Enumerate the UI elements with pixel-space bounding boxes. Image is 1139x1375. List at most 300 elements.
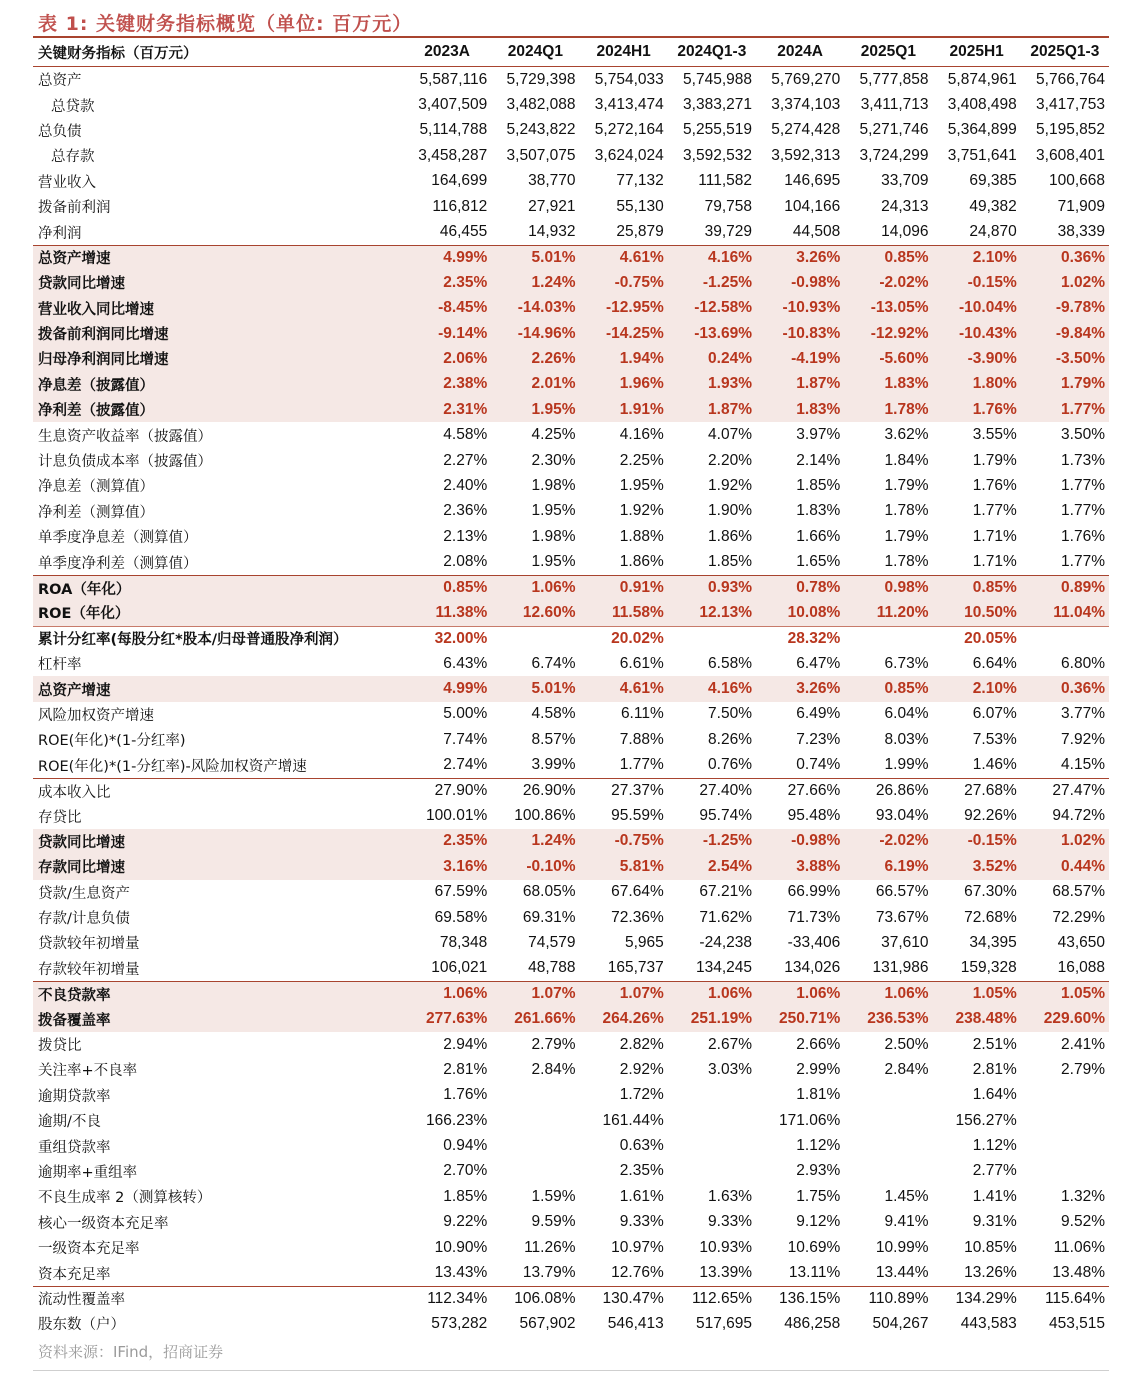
table-cell: 3,482,088	[506, 96, 576, 114]
table-row	[33, 1083, 1109, 1108]
table-cell: 2.40%	[443, 476, 488, 494]
table-cell: 1.93%	[708, 375, 752, 393]
table-cell: 1.85%	[443, 1187, 488, 1205]
table-cell: 546,413	[607, 1314, 664, 1332]
table-cell: 1.77%	[972, 502, 1017, 520]
row-label: 逾期贷款率	[38, 1088, 111, 1105]
table-row	[33, 118, 1109, 143]
table-cell: 4.16%	[708, 680, 752, 698]
table-cell: 3,592,313	[771, 146, 841, 164]
table-cell: 1.90%	[708, 502, 752, 520]
table-cell: 26.86%	[875, 782, 929, 800]
table-cell: 3,413,474	[594, 96, 664, 114]
table-cell: 5,729,398	[506, 70, 576, 88]
table-cell: 2.84%	[884, 1060, 929, 1078]
table-cell: -10.93%	[782, 299, 841, 317]
table-cell: 3,592,532	[683, 146, 752, 164]
table-cell: 13.44%	[875, 1264, 929, 1282]
table-cell: 1.71%	[972, 527, 1017, 545]
table-cell: 1.46%	[972, 756, 1017, 774]
table-cell: 92.26%	[964, 807, 1017, 825]
table-cell: 3,608,401	[1036, 146, 1105, 164]
row-label: 存款较年初增量	[38, 961, 140, 978]
table-cell: 0.85%	[443, 579, 488, 596]
table-cell: 48,788	[528, 959, 576, 977]
table-cell: 1.78%	[884, 502, 929, 520]
table-cell: 100.86%	[514, 807, 576, 825]
table-cell: 11.20%	[876, 603, 929, 621]
table-cell: 67.21%	[699, 883, 752, 901]
row-label: 不良贷款率	[38, 987, 111, 1004]
table-cell: 26.90%	[522, 782, 576, 800]
table-cell: 5.81%	[619, 857, 664, 875]
table-cell: 10.97%	[611, 1238, 664, 1256]
table-cell: 1.96%	[619, 375, 664, 393]
table-cell: 1.95%	[531, 400, 576, 418]
row-label: 总负债	[38, 123, 82, 140]
table-cell: 1.45%	[884, 1187, 929, 1205]
row-label: 逾期/不良	[38, 1114, 101, 1131]
table-cell: 1.95%	[619, 476, 664, 494]
table-cell: 67.30%	[964, 883, 1017, 901]
table-cell: 3.97%	[796, 426, 841, 444]
row-label: ROA（年化）	[38, 581, 131, 598]
table-cell: 4.58%	[443, 426, 488, 444]
table-body	[33, 67, 1109, 1337]
table-cell: 0.76%	[708, 756, 752, 774]
table-cell: -4.19%	[791, 349, 841, 367]
table-cell: 0.36%	[1061, 248, 1105, 266]
table-cell: 3.77%	[1061, 705, 1105, 723]
table-cell: 6.19%	[884, 857, 929, 875]
column-header: 2024Q1-3	[677, 43, 747, 60]
table-cell: 7.92%	[1061, 730, 1105, 748]
row-label: 归母净利润同比增速	[38, 352, 169, 369]
table-row	[33, 194, 1109, 219]
table-cell: 1.98%	[531, 527, 576, 545]
table-cell: 2.38%	[443, 375, 488, 393]
table-cell: 106.08%	[514, 1289, 576, 1307]
table-cell: 27.47%	[1052, 782, 1105, 800]
table-row	[33, 1057, 1109, 1082]
table-cell: 71.62%	[699, 908, 752, 926]
row-label: 成本收入比	[38, 784, 111, 801]
table-cell: 110.89%	[868, 1289, 929, 1307]
table-cell: 5,587,116	[419, 70, 488, 88]
table-cell: 5,745,988	[683, 70, 752, 88]
row-label: 总资产增速	[38, 682, 111, 699]
row-label: 营业收入	[38, 174, 96, 191]
table-cell: 1.61%	[619, 1187, 664, 1205]
row-label: 重组贷款率	[38, 1139, 111, 1156]
table-cell: 2.35%	[443, 832, 488, 850]
table-cell: 106,021	[431, 959, 488, 977]
table-row	[33, 1260, 1109, 1285]
table-cell: 0.36%	[1061, 680, 1105, 698]
table-cell: 0.74%	[796, 756, 841, 774]
table-cell: 2.41%	[1061, 1035, 1105, 1053]
table-cell: 16,088	[1057, 959, 1105, 977]
table-cell: 2.67%	[708, 1035, 752, 1053]
table-row	[33, 981, 1109, 1006]
table-cell: 44,508	[792, 223, 841, 241]
table-cell: 2.81%	[972, 1060, 1017, 1078]
table-cell: 39,729	[704, 223, 752, 241]
table-cell: 2.35%	[619, 1162, 664, 1180]
table-cell: 2.77%	[972, 1162, 1017, 1180]
table-cell: 4.16%	[619, 426, 664, 444]
table-cell: 77,132	[616, 172, 664, 190]
row-label: 净息差（测算值）	[38, 479, 154, 496]
row-label: 拨备前利润	[38, 200, 111, 217]
table-cell: 1.06%	[708, 985, 752, 1003]
table-cell: 6.73%	[884, 654, 929, 672]
table-cell: 5.00%	[443, 705, 488, 723]
table-row	[33, 854, 1109, 879]
table-cell: 6.64%	[972, 654, 1017, 672]
table-cell: 94.72%	[1052, 807, 1105, 825]
table-cell: 1.65%	[796, 553, 841, 571]
table-cell: 5,271,746	[859, 121, 929, 139]
table-cell: 1.24%	[531, 273, 576, 291]
row-label: 贷款同比增速	[38, 276, 125, 293]
table-cell: -12.95%	[606, 299, 664, 317]
table-cell: 6.11%	[620, 705, 664, 723]
table-cell: 6.47%	[796, 654, 841, 672]
table-cell: 68.05%	[522, 883, 576, 901]
table-cell: 4.58%	[531, 705, 576, 723]
table-cell: 2.13%	[443, 527, 488, 545]
row-label: 股东数（户）	[38, 1317, 125, 1334]
table-cell: 1.02%	[1061, 273, 1105, 291]
table-cell: 1.79%	[884, 527, 929, 545]
table-row	[33, 575, 1109, 600]
table-header-row	[33, 38, 1109, 67]
table-cell: -1.25%	[702, 832, 752, 850]
table-cell: 6.43%	[443, 654, 488, 672]
table-cell: 0.63%	[619, 1137, 664, 1155]
table-cell: 24,870	[969, 223, 1017, 241]
table-cell: 93.04%	[875, 807, 929, 825]
table-cell: 1.76%	[972, 476, 1017, 494]
table-cell: -9.84%	[1055, 324, 1105, 342]
table-cell: 14,932	[528, 223, 576, 241]
table-cell: 2.20%	[708, 451, 752, 469]
table-cell: 171.06%	[779, 1111, 841, 1129]
table-cell: 2.82%	[619, 1035, 664, 1053]
table-row	[33, 270, 1109, 295]
table-cell: 2.66%	[796, 1035, 841, 1053]
table-cell: -8.45%	[438, 299, 488, 317]
table-cell: 3,374,103	[771, 96, 841, 114]
table-cell: 34,395	[969, 933, 1017, 951]
table-row	[33, 524, 1109, 549]
table-cell: 95.74%	[699, 807, 752, 825]
table-cell: 8.57%	[531, 730, 576, 748]
table-cell: 27.68%	[964, 782, 1017, 800]
row-label: 生息资产收益率（披露值）	[38, 428, 212, 445]
table-cell: 72.68%	[964, 908, 1017, 926]
table-cell: -0.10%	[526, 857, 576, 875]
table-cell: 5,754,033	[594, 70, 664, 88]
table-cell: 264.26%	[602, 1010, 664, 1028]
table-cell: 13.48%	[1052, 1264, 1105, 1282]
table-cell: 6.58%	[708, 654, 752, 672]
table-cell: 1.12%	[796, 1137, 841, 1155]
table-cell: 1.85%	[708, 553, 752, 571]
table-cell: 9.12%	[796, 1213, 841, 1231]
table-row	[33, 245, 1109, 270]
table-cell: 3,724,299	[859, 146, 929, 164]
table-cell: 20.02%	[611, 629, 664, 647]
table-cell: -10.43%	[959, 324, 1017, 342]
table-cell: 131,986	[872, 959, 929, 977]
row-label: 净利润	[38, 225, 82, 242]
table-cell: 1.86%	[619, 553, 664, 571]
row-label: 逾期率+重组率	[38, 1164, 138, 1181]
table-cell: 8.03%	[884, 730, 929, 748]
table-cell: -2.02%	[879, 832, 929, 850]
table-cell: 10.50%	[964, 603, 1017, 621]
table-cell: 1.59%	[531, 1187, 576, 1205]
table-row	[33, 1210, 1109, 1235]
table-cell: -10.83%	[782, 324, 841, 342]
table-row	[33, 651, 1109, 676]
table-cell: 71.73%	[787, 908, 841, 926]
table-cell: 112.34%	[427, 1289, 488, 1307]
header-label: 关键财务指标（百万元）	[38, 45, 198, 62]
table-row	[33, 829, 1109, 854]
table-cell: 229.60%	[1043, 1010, 1105, 1028]
table-cell: -9.14%	[438, 324, 488, 342]
table-cell: 1.07%	[619, 985, 664, 1003]
table-cell: -13.05%	[870, 299, 929, 317]
table-row	[33, 1311, 1109, 1336]
table-cell: 2.10%	[972, 680, 1017, 698]
table-cell: 250.71%	[779, 1010, 841, 1028]
table-cell: 1.73%	[1061, 451, 1105, 469]
table-cell: 6.49%	[796, 705, 841, 723]
table-cell: 3.16%	[443, 857, 488, 875]
row-label: 存贷比	[38, 809, 82, 826]
table-cell: 0.98%	[884, 579, 929, 596]
table-cell: 3.88%	[796, 857, 841, 875]
table-cell: 95.48%	[787, 807, 841, 825]
financial-indicators-table	[33, 36, 1109, 1337]
table-cell: 130.47%	[602, 1289, 664, 1307]
row-label: 核心一级资本充足率	[38, 1215, 169, 1232]
table-cell: 156.27%	[955, 1111, 1017, 1129]
table-row	[33, 499, 1109, 524]
table-cell: 9.31%	[972, 1213, 1017, 1231]
table-cell: 161.44%	[602, 1111, 664, 1129]
table-cell: 0.89%	[1061, 579, 1105, 596]
table-cell: 111,582	[698, 172, 752, 190]
table-row	[33, 143, 1109, 168]
table-row	[33, 372, 1109, 397]
column-header: 2025Q1-3	[1030, 43, 1100, 60]
table-cell: 7.50%	[708, 705, 752, 723]
table-row	[33, 473, 1109, 498]
table-cell: 6.61%	[619, 654, 664, 672]
table-cell: 1.83%	[884, 375, 929, 393]
table-cell: 1.94%	[619, 349, 664, 367]
table-row	[33, 549, 1109, 574]
table-cell: 1.92%	[619, 502, 664, 520]
table-cell: 2.99%	[796, 1060, 841, 1078]
table-cell: 27.66%	[787, 782, 841, 800]
row-label: 累计分红率(每股分红*股本/归母普通股净利润）	[38, 632, 348, 649]
row-label: ROE(年化)*(1-分红率)-风险加权资产增速	[38, 758, 307, 775]
table-cell: 27,921	[528, 197, 576, 215]
table-cell: 68.57%	[1052, 883, 1105, 901]
table-cell: 33,709	[881, 172, 929, 190]
table-cell: 277.63%	[426, 1010, 488, 1028]
table-cell: 1.78%	[884, 553, 929, 571]
row-label: 总贷款	[51, 98, 95, 115]
table-cell: 4.25%	[531, 426, 576, 444]
table-cell: 1.85%	[796, 476, 841, 494]
table-cell: 3.99%	[531, 756, 576, 774]
table-cell: 79,758	[704, 197, 752, 215]
table-cell: 1.99%	[884, 756, 929, 774]
table-cell: 7.23%	[796, 730, 841, 748]
table-title: 表 1: 关键财务指标概览（单位: 百万元）	[38, 13, 413, 35]
table-cell: 1.98%	[531, 476, 576, 494]
table-cell: 95.59%	[611, 807, 664, 825]
table-cell: 13.39%	[699, 1264, 752, 1282]
table-cell: -3.90%	[967, 349, 1017, 367]
row-label: ROE（年化）	[38, 606, 130, 623]
table-row	[33, 219, 1109, 244]
table-row	[33, 169, 1109, 194]
table-cell: 1.32%	[1061, 1187, 1105, 1205]
row-label: 存款同比增速	[38, 860, 125, 877]
table-cell: 453,515	[1048, 1314, 1105, 1332]
table-row	[33, 448, 1109, 473]
table-row	[33, 1286, 1109, 1311]
table-cell: 159,328	[960, 959, 1017, 977]
table-cell: 5,114,788	[419, 121, 488, 139]
row-label: 拨贷比	[38, 1038, 82, 1055]
table-cell: -0.75%	[614, 273, 664, 291]
table-cell: 25,879	[616, 223, 664, 241]
table-row	[33, 676, 1109, 701]
table-cell: 0.44%	[1061, 857, 1105, 875]
table-cell: 100.01%	[426, 807, 488, 825]
table-cell: -24,238	[699, 933, 752, 951]
table-cell: -14.25%	[606, 324, 664, 342]
table-cell: 2.93%	[796, 1162, 841, 1180]
table-cell: 1.87%	[708, 400, 752, 418]
table-cell: 20.05%	[964, 629, 1017, 647]
table-cell: 4.61%	[619, 248, 664, 266]
table-cell: 66.99%	[787, 883, 841, 901]
table-cell: 37,610	[881, 933, 929, 951]
table-cell: 164,699	[431, 172, 488, 190]
table-row	[33, 422, 1109, 447]
row-label: 总资产增速	[38, 251, 111, 268]
table-cell: 7.88%	[619, 730, 664, 748]
table-cell: 2.31%	[443, 400, 488, 418]
column-header: 2024Q1	[507, 43, 563, 60]
table-cell: 5.01%	[531, 248, 576, 266]
table-cell: 1.78%	[884, 400, 929, 418]
table-cell: 134,245	[695, 959, 752, 977]
table-row	[33, 905, 1109, 930]
table-cell: -14.03%	[517, 299, 576, 317]
table-cell: -10.04%	[959, 299, 1017, 317]
table-cell: 2.27%	[443, 451, 488, 469]
row-label: 流动性覆盖率	[38, 1292, 125, 1309]
table-cell: 1.79%	[884, 476, 929, 494]
table-cell: 32.00%	[434, 629, 488, 647]
table-row	[33, 702, 1109, 727]
row-label: 营业收入同比增速	[38, 301, 154, 318]
table-cell: 5,965	[624, 933, 664, 951]
table-cell: 1.06%	[884, 985, 929, 1003]
table-cell: 1.83%	[796, 400, 841, 418]
table-row	[33, 397, 1109, 422]
table-cell: 261.66%	[514, 1010, 576, 1028]
table-cell: -0.75%	[614, 832, 664, 850]
table-cell: -3.50%	[1055, 349, 1105, 367]
table-cell: 2.70%	[443, 1162, 488, 1180]
row-label: 杠杆率	[38, 657, 82, 674]
table-cell: 27.40%	[699, 782, 752, 800]
table-cell: 1.77%	[1061, 502, 1105, 520]
column-header: 2025H1	[949, 43, 1004, 60]
table-cell: 2.79%	[1061, 1060, 1105, 1078]
table-cell: 46,455	[439, 223, 488, 241]
table-row	[33, 727, 1109, 752]
table-cell: 72.36%	[611, 908, 664, 926]
row-label: 风险加权资产增速	[38, 707, 154, 724]
table-cell: -13.69%	[694, 324, 752, 342]
table-cell: 3,407,509	[418, 96, 488, 114]
table-cell: 517,695	[695, 1314, 752, 1332]
footer-divider	[33, 1370, 1109, 1371]
table-cell: 251.19%	[690, 1010, 752, 1028]
table-cell: 2.54%	[708, 857, 752, 875]
table-cell: 3.03%	[708, 1060, 752, 1078]
table-cell: 1.66%	[796, 527, 841, 545]
table-row	[33, 1032, 1109, 1057]
table-cell: 1.80%	[972, 375, 1017, 393]
table-cell: 1.95%	[531, 553, 576, 571]
table-cell: 6.74%	[531, 654, 576, 672]
table-cell: 1.84%	[884, 451, 929, 469]
table-cell: 24,313	[881, 197, 929, 215]
table-cell: 2.51%	[972, 1035, 1017, 1053]
table-cell: 3,411,713	[860, 96, 929, 114]
table-cell: 1.71%	[972, 553, 1017, 571]
table-cell: 3,383,271	[683, 96, 752, 114]
table-cell: 13.11%	[788, 1264, 841, 1282]
table-cell: 1.79%	[972, 451, 1017, 469]
table-cell: 1.06%	[443, 985, 488, 1003]
table-row	[33, 1133, 1109, 1158]
table-cell: -14.96%	[517, 324, 576, 342]
row-label: 拨备覆盖率	[38, 1012, 111, 1029]
table-cell: 9.33%	[619, 1213, 664, 1231]
table-cell: 9.22%	[443, 1213, 488, 1231]
table-cell: 71,909	[1057, 197, 1105, 215]
table-row	[33, 626, 1109, 651]
table-cell: 55,130	[616, 197, 664, 215]
table-cell: 38,770	[528, 172, 576, 190]
table-cell: 2.30%	[531, 451, 576, 469]
